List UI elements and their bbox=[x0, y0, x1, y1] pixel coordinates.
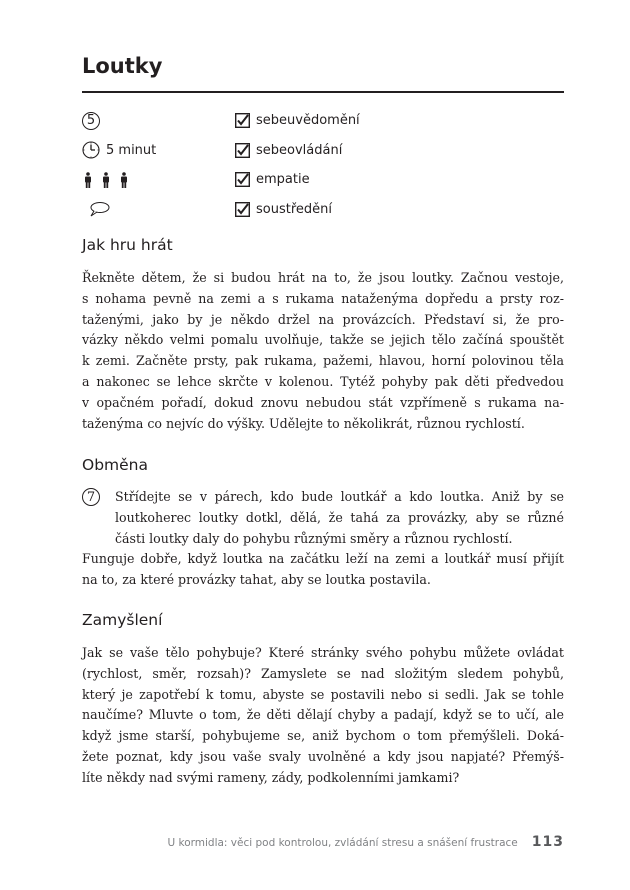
group-size-row bbox=[82, 165, 222, 195]
section-heading-reflection: Zamyšlení bbox=[82, 611, 163, 629]
variant-indented-block bbox=[82, 487, 564, 549]
text-line: na to, za které provázky tahat, aby se loutka postavila. bbox=[82, 572, 431, 588]
skill-item bbox=[235, 165, 535, 195]
text-line: Řekněte dětem, že si budou hrát na to, že jsou loutky. Začnou vestoje, bbox=[82, 270, 564, 285]
text-line: loutkoherec loutky dotkl, dělá, že tahá za provázky, aby se různé bbox=[115, 509, 564, 525]
discussion-row bbox=[82, 195, 222, 225]
checked-box-icon bbox=[235, 172, 250, 187]
page-footer bbox=[82, 834, 564, 850]
checked-box-icon bbox=[235, 113, 250, 128]
checked-box-icon bbox=[235, 202, 250, 217]
section-heading-variant: Obměna bbox=[82, 456, 148, 474]
page-title: Loutky bbox=[82, 54, 163, 78]
text-line: s nohama pevně na zemi a s rukama nataženýma dopředu a prsty roz- bbox=[82, 290, 564, 306]
variant-age-number-circle: 7 bbox=[82, 488, 100, 506]
skill-item bbox=[235, 136, 535, 166]
running-title: U kormidla: věci pod kontrolou, zvládání stresu a snášení frustrace bbox=[167, 837, 518, 849]
reflection-paragraph bbox=[82, 643, 564, 789]
text-line: který je zapotřebí k tomu, abyste se postavili nebo si sedli. Jak se tohle bbox=[82, 686, 564, 702]
text-line: Jak se vaše tělo pohybuje? Které stránky svého pohybu můžete ovládat bbox=[82, 645, 564, 660]
age-number-circle: 5 bbox=[82, 112, 100, 130]
skill-item bbox=[235, 195, 535, 225]
duration-label: 5 minut bbox=[106, 142, 157, 158]
skill-label: soustředění bbox=[256, 201, 332, 217]
text-line: taženými, jako by je někdo držel na provázcích. Představí si, že pro- bbox=[82, 311, 564, 327]
text-line: Střídejte se v párech, kdo bude loutkář a kdo loutka. Aniž by se bbox=[115, 489, 564, 504]
skill-label: empatie bbox=[256, 172, 310, 188]
text-line: Funguje dobře, když loutka na začátku leží na zemi a loutkář musí přijít bbox=[82, 551, 564, 567]
duration-row bbox=[82, 136, 222, 166]
text-line: vázky někdo velmi pomalu uvolňuje, takže se jejich tělo začíná spouštět bbox=[82, 332, 564, 348]
skill-label: sebeuvědomění bbox=[256, 113, 360, 129]
skill-item bbox=[235, 106, 535, 136]
person-icon bbox=[84, 172, 92, 188]
text-line: naučíme? Mluvte o tom, že děti dělají chyby a padají, když se to učí, ale bbox=[82, 707, 564, 723]
page-number: 113 bbox=[531, 834, 564, 850]
text-line: (rychlost, směr, rozsah)? Zamyslete se nad složitým sledem pohybů, bbox=[82, 665, 564, 681]
checked-box-icon bbox=[235, 143, 250, 158]
text-line: k zemi. Začněte prsty, pak rukama, pažemi, hlavou, horní polovinou těla bbox=[82, 353, 564, 369]
age-row bbox=[82, 106, 222, 136]
text-line: části loutky daly do pohybu různými směry a různou rychlostí. bbox=[115, 530, 513, 546]
people-icons bbox=[84, 172, 128, 188]
section-heading-how-to-play: Jak hru hrát bbox=[82, 236, 173, 254]
person-icon bbox=[102, 172, 110, 188]
text-line: žete poznat, kdy jsou vaše svaly uvolněné a kdy jsou napjaté? Přemýš- bbox=[82, 748, 564, 764]
text-line: a nakonec se lehce skrčte v kolenou. Tytéž pohyby pak děti předvedou bbox=[82, 373, 564, 389]
text-line: když jsme starší, pohybujeme se, aniž bychom o tom přemýšleli. Doká- bbox=[82, 728, 564, 744]
person-icon bbox=[120, 172, 128, 188]
variant-paragraph bbox=[82, 487, 564, 591]
text-line: v opačném pořadí, dokud znovu nebudou stát vzpřímeně s rukama na- bbox=[82, 394, 564, 410]
text-line: taženýma co nejvíc do výšky. Udělejte to několikrát, různou rychlostí. bbox=[82, 415, 525, 431]
skill-label: sebeovládání bbox=[256, 142, 343, 158]
activity-meta-left bbox=[82, 106, 222, 224]
text-line: líte někdy nad svými rameny, zády, podkolenními jamkami? bbox=[82, 769, 460, 785]
how-to-play-paragraph bbox=[82, 268, 564, 434]
speech-bubble-icon bbox=[88, 201, 110, 217]
title-rule bbox=[82, 91, 564, 93]
clock-icon bbox=[82, 141, 100, 159]
skills-checklist bbox=[235, 106, 535, 224]
